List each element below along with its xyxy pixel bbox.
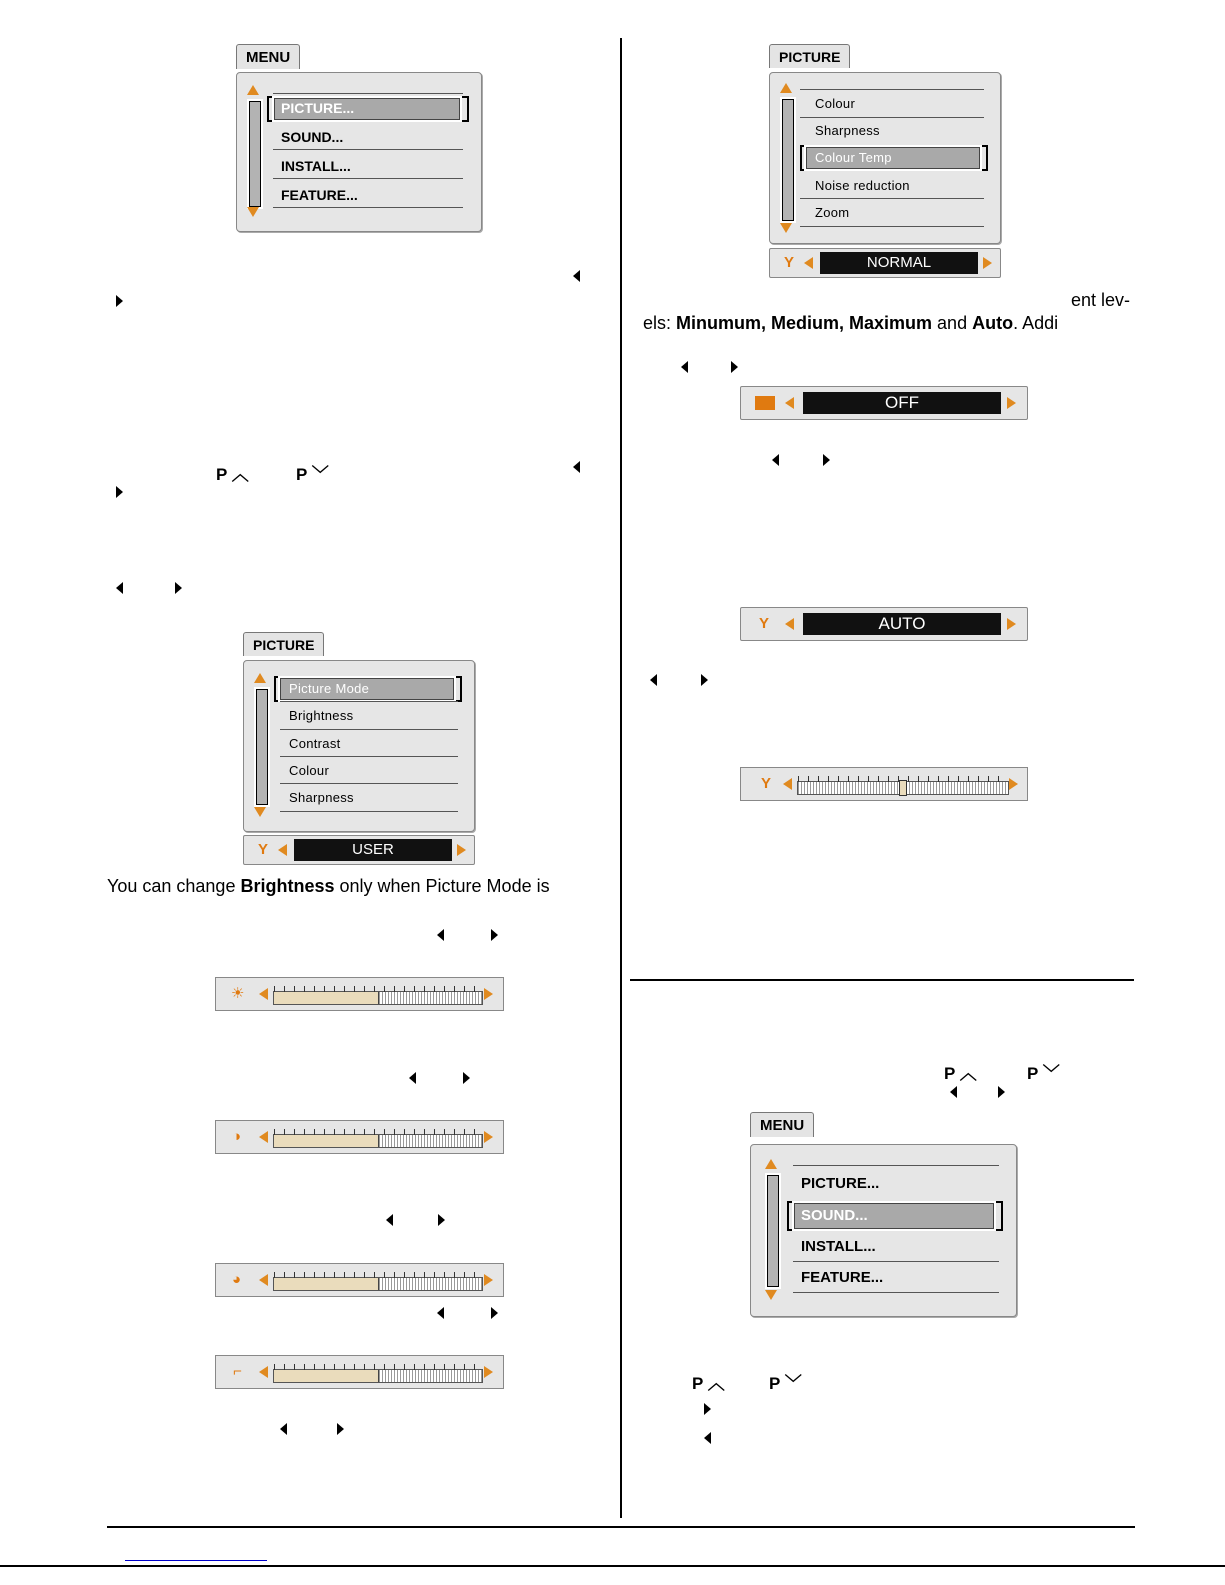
scroll-down-icon[interactable]	[765, 1290, 777, 1300]
p-down-key: P ﹀	[1027, 1064, 1060, 1083]
colour-icon: ◕	[232, 1271, 242, 1288]
right-arrow-icon	[491, 929, 498, 941]
right-arrow-icon	[116, 486, 123, 498]
menu-item-picture[interactable]: PICTURE...	[281, 100, 355, 116]
right-arrow-icon	[175, 582, 182, 594]
footer-rule	[107, 1526, 1135, 1528]
scrollbar[interactable]	[249, 101, 261, 207]
section-divider	[630, 979, 1134, 981]
increase-arrow-icon[interactable]	[983, 257, 992, 269]
menu-tab: MENU	[236, 44, 300, 69]
right-arrow-icon	[463, 1072, 470, 1084]
menu-item-colour-temp[interactable]: Colour Temp	[815, 150, 892, 165]
brightness-note: You can change Brightness only when Picture Mode is	[107, 876, 550, 896]
left-arrow-icon	[681, 361, 688, 373]
scroll-down-icon[interactable]	[247, 207, 259, 217]
menu-item-colour[interactable]: Colour	[289, 763, 330, 778]
zoom-strip	[740, 607, 1028, 641]
right-arrow-icon	[491, 1307, 498, 1319]
noise-icon	[755, 396, 775, 410]
left-arrow-icon	[950, 1086, 957, 1098]
picture-tab: PICTURE	[769, 44, 850, 68]
column-divider	[620, 38, 622, 1518]
p-up-key: P ︿	[944, 1064, 977, 1083]
colour-temp-value: NORMAL	[820, 252, 978, 274]
left-arrow-icon	[573, 461, 580, 473]
page-bottom-edge	[0, 1565, 1225, 1567]
increase-arrow-icon[interactable]	[484, 988, 493, 1000]
colour-slider[interactable]	[215, 1263, 504, 1297]
picture-tab: PICTURE	[243, 632, 324, 656]
scroll-down-icon[interactable]	[780, 223, 792, 233]
decrease-arrow-icon[interactable]	[783, 778, 792, 790]
brightness-slider[interactable]	[215, 977, 504, 1011]
menu-item-zoom[interactable]: Zoom	[815, 205, 850, 220]
adjust-slider[interactable]	[740, 767, 1028, 801]
slider-fill	[274, 992, 379, 1004]
slider-track[interactable]	[273, 991, 483, 1005]
right-arrow-icon	[998, 1086, 1005, 1098]
wrench-icon: Y	[759, 615, 770, 632]
decrease-arrow-icon[interactable]	[278, 844, 287, 856]
scroll-up-icon[interactable]	[765, 1159, 777, 1169]
menu-item-sharpness[interactable]: Sharpness	[289, 790, 354, 805]
menu-item-sound[interactable]: SOUND...	[281, 129, 344, 145]
picture-mode-strip	[243, 835, 475, 865]
scroll-up-icon[interactable]	[247, 85, 259, 95]
increase-arrow-icon[interactable]	[1009, 778, 1018, 790]
menu-item-sharpness[interactable]: Sharpness	[815, 123, 880, 138]
left-arrow-icon	[409, 1072, 416, 1084]
decrease-arrow-icon[interactable]	[785, 618, 794, 630]
menu-item-feature[interactable]: FEATURE...	[281, 187, 358, 203]
colour-temp-strip	[769, 248, 1001, 278]
decrease-arrow-icon[interactable]	[259, 1366, 268, 1378]
menu-item-noise-reduction[interactable]: Noise reduction	[815, 178, 910, 193]
slider-track[interactable]	[797, 781, 1009, 795]
right-arrow-icon	[438, 1214, 445, 1226]
p-up-key: P ︿	[216, 465, 249, 484]
left-arrow-icon	[386, 1214, 393, 1226]
slider-knob[interactable]	[899, 780, 907, 796]
menu-item-picture[interactable]: PICTURE...	[801, 1175, 880, 1192]
menu-item-contrast[interactable]: Contrast	[289, 736, 341, 751]
increase-arrow-icon[interactable]	[457, 844, 466, 856]
increase-arrow-icon[interactable]	[1007, 618, 1016, 630]
slider-track[interactable]	[273, 1369, 483, 1383]
p-down-key: P ﹀	[769, 1374, 802, 1393]
slider-track[interactable]	[273, 1277, 483, 1291]
menu-item-install[interactable]: INSTALL...	[281, 158, 351, 174]
right-arrow-icon	[701, 674, 708, 686]
menu-item-colour[interactable]: Colour	[815, 96, 856, 111]
p-down-key: P ﹀	[296, 465, 329, 484]
menu-item-install[interactable]: INSTALL...	[801, 1238, 876, 1255]
menu-item-brightness[interactable]: Brightness	[289, 708, 354, 723]
right-arrow-icon	[337, 1423, 344, 1435]
increase-arrow-icon[interactable]	[484, 1366, 493, 1378]
menu-item-feature[interactable]: FEATURE...	[801, 1269, 884, 1286]
levels-text-1: ent lev-	[1071, 290, 1131, 310]
menu-item-picture-mode[interactable]: Picture Mode	[289, 681, 370, 696]
slider-fill	[274, 1370, 379, 1382]
main-menu-panel-2	[750, 1144, 1017, 1317]
zoom-value: AUTO	[803, 613, 1001, 635]
wrench-icon: Y	[258, 841, 269, 858]
picture-mode-value: USER	[294, 839, 452, 861]
scroll-down-icon[interactable]	[254, 807, 266, 817]
levels-text-2: els: Minumum, Medium, Maximum and Auto. Addi	[643, 313, 1059, 333]
left-arrow-icon	[116, 582, 123, 594]
picture-menu-panel-2	[769, 72, 1001, 244]
contrast-icon: ◑	[232, 1128, 242, 1145]
sun-icon: ☀	[231, 985, 245, 1002]
menu-tab: MENU	[750, 1112, 814, 1137]
left-arrow-icon	[704, 1432, 711, 1444]
decrease-arrow-icon[interactable]	[259, 1131, 268, 1143]
slider-track[interactable]	[273, 1134, 483, 1148]
slider-fill	[274, 1278, 379, 1290]
right-arrow-icon	[116, 295, 123, 307]
scrollbar[interactable]	[782, 99, 794, 221]
increase-arrow-icon[interactable]	[1007, 397, 1016, 409]
decrease-arrow-icon[interactable]	[804, 257, 813, 269]
wrench-icon: Y	[761, 775, 772, 792]
sharpness-slider[interactable]	[215, 1355, 504, 1389]
decrease-arrow-icon[interactable]	[785, 397, 794, 409]
p-up-key: P ︿	[692, 1374, 725, 1393]
noise-reduction-strip	[740, 386, 1028, 420]
right-arrow-icon	[704, 1403, 711, 1415]
picture-menu-panel	[243, 660, 475, 832]
scroll-up-icon[interactable]	[780, 83, 792, 93]
right-arrow-icon	[823, 454, 830, 466]
left-arrow-icon	[650, 674, 657, 686]
left-arrow-icon	[280, 1423, 287, 1435]
increase-arrow-icon[interactable]	[484, 1131, 493, 1143]
left-arrow-icon	[772, 454, 779, 466]
scrollbar[interactable]	[256, 689, 268, 805]
decrease-arrow-icon[interactable]	[259, 1274, 268, 1286]
menu-item-sound[interactable]: SOUND...	[801, 1207, 868, 1224]
wrench-icon: Y	[784, 254, 795, 271]
noise-reduction-value: OFF	[803, 392, 1001, 414]
sharpness-icon: ⌐	[233, 1363, 242, 1380]
scrollbar[interactable]	[767, 1175, 779, 1287]
right-arrow-icon	[731, 361, 738, 373]
decrease-arrow-icon[interactable]	[259, 988, 268, 1000]
increase-arrow-icon[interactable]	[484, 1274, 493, 1286]
main-menu-panel	[236, 72, 482, 232]
left-arrow-icon	[437, 1307, 444, 1319]
left-arrow-icon	[437, 929, 444, 941]
scroll-up-icon[interactable]	[254, 673, 266, 683]
contrast-slider[interactable]	[215, 1120, 504, 1154]
slider-fill	[274, 1135, 379, 1147]
footer-link-underline[interactable]	[125, 1560, 267, 1561]
left-arrow-icon	[573, 270, 580, 282]
